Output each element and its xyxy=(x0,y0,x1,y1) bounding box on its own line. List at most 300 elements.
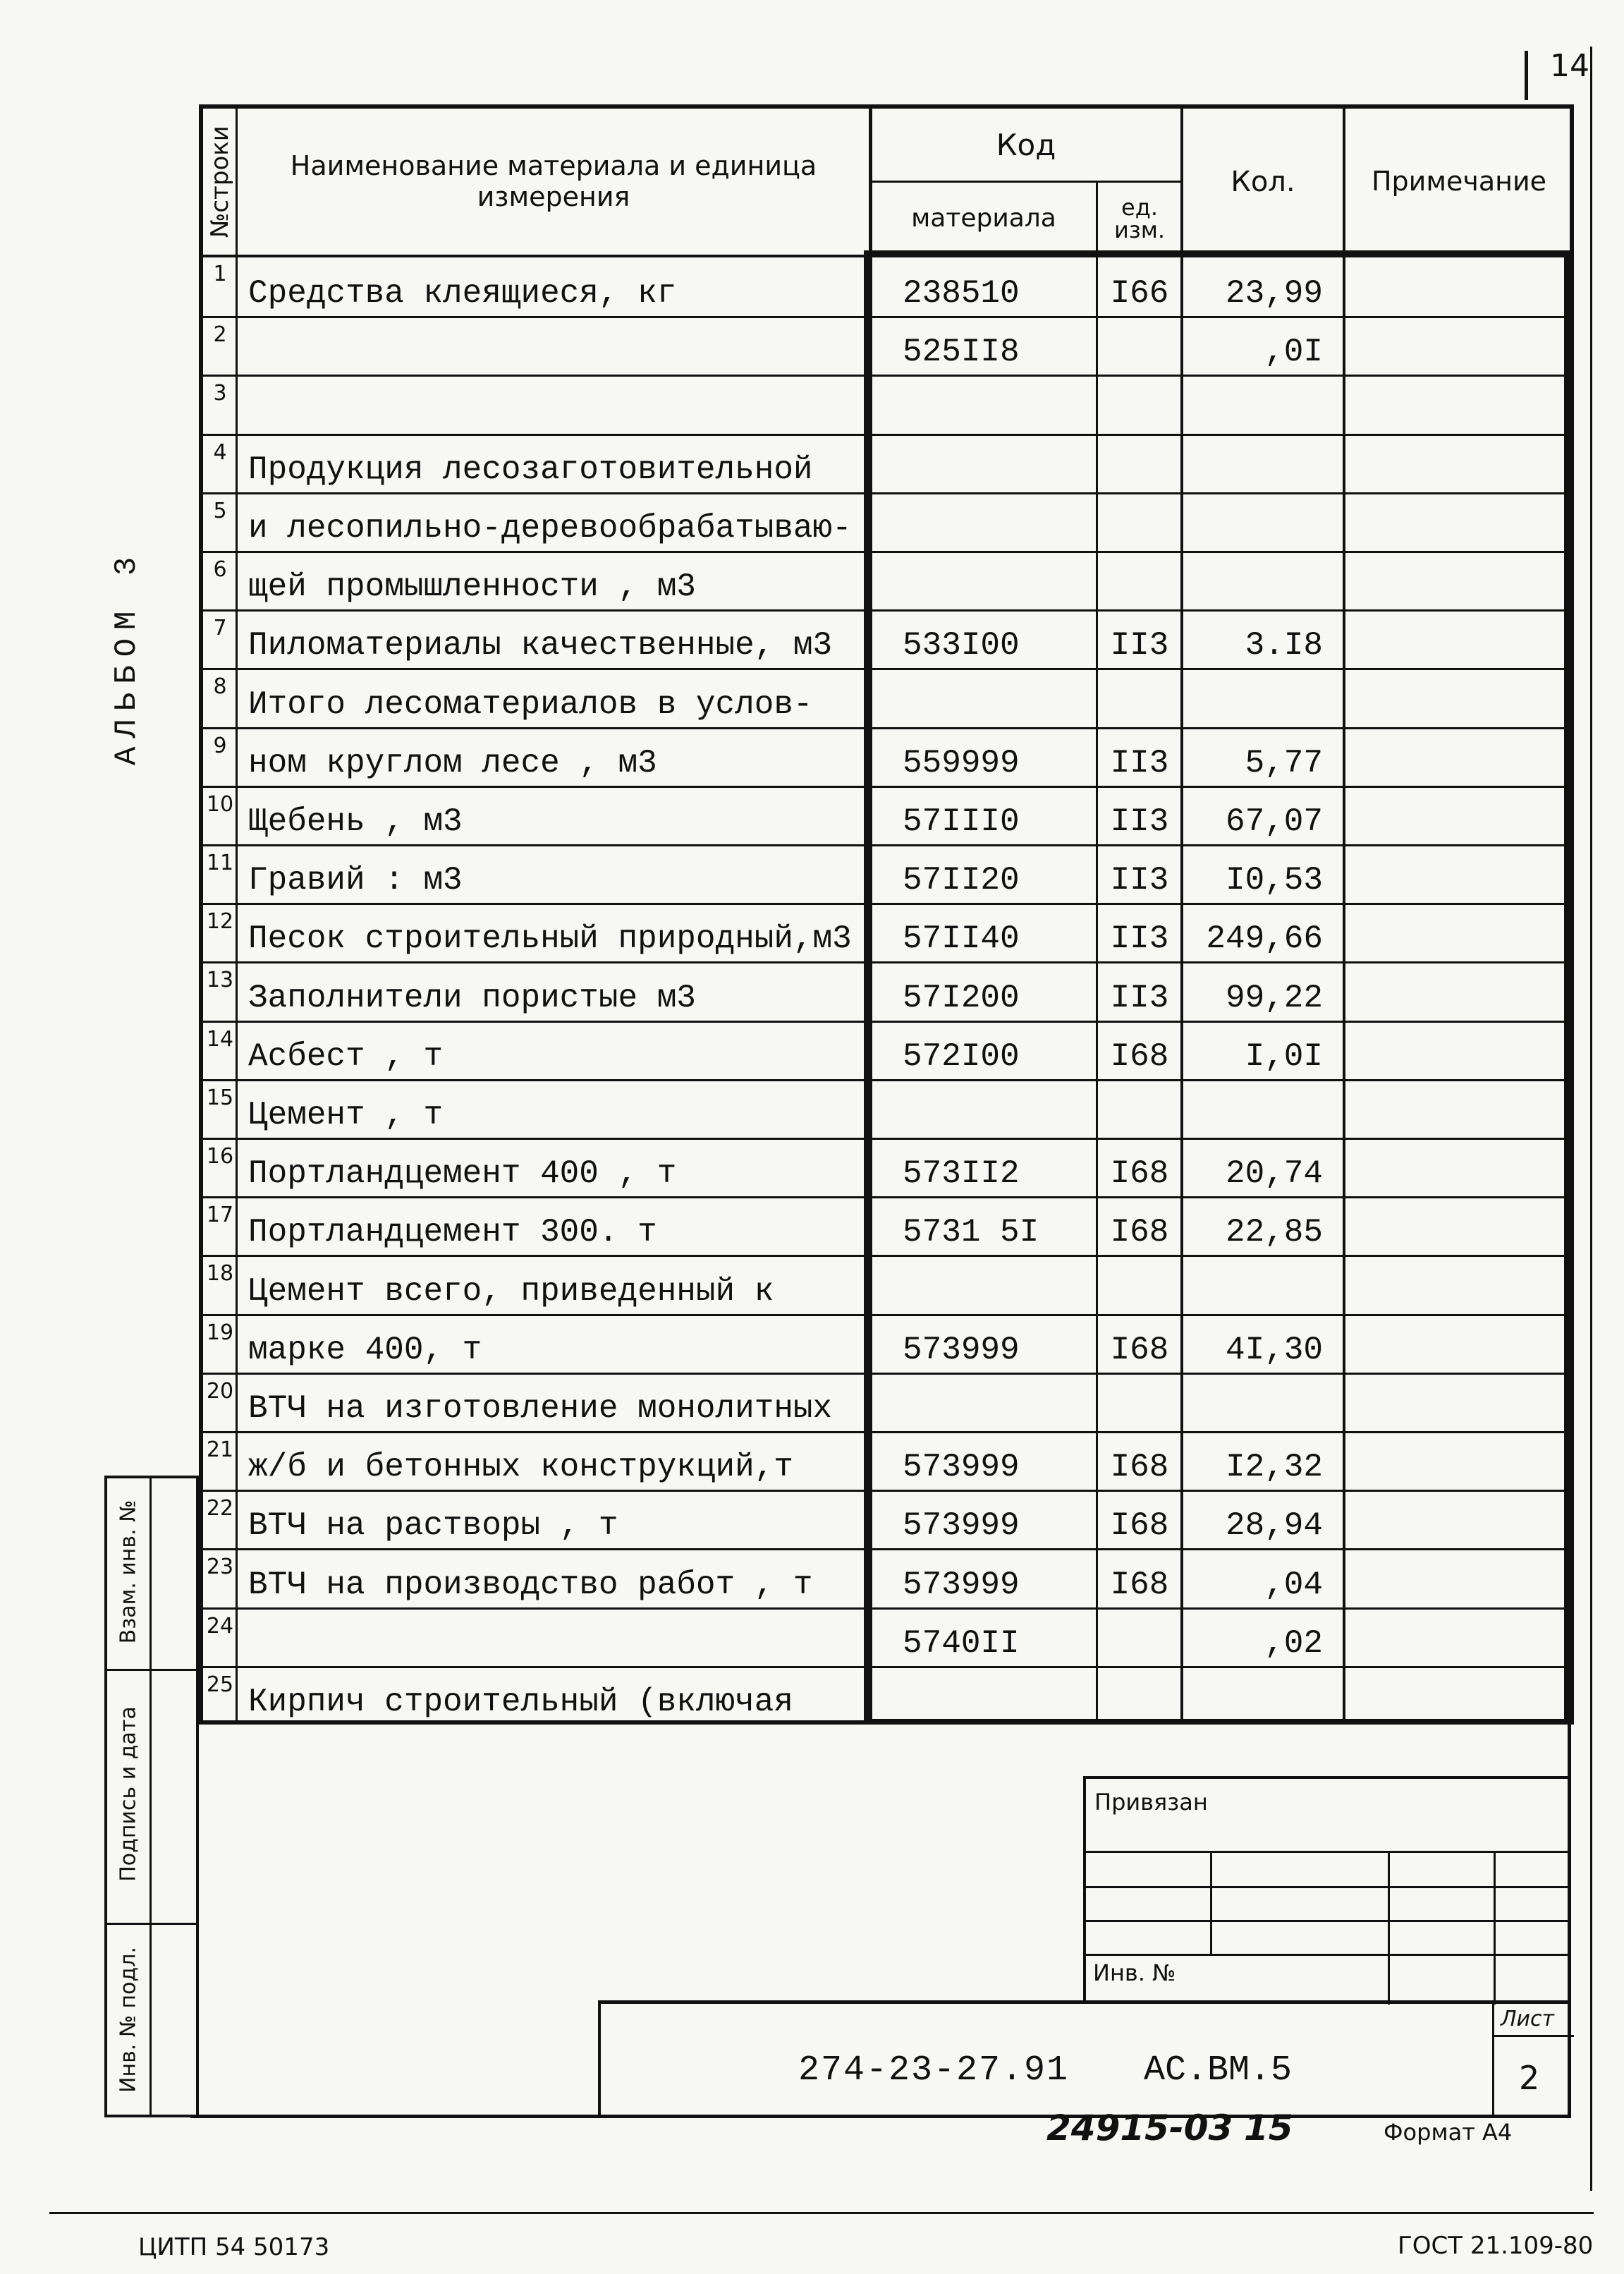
row-number: 14 xyxy=(206,1026,234,1052)
quantity: 5,77 xyxy=(1245,744,1323,782)
column-separator xyxy=(1096,612,1098,668)
doc-code: 274-23-27.91 xyxy=(798,2050,1070,2091)
material-name-cell xyxy=(237,1081,870,1138)
material-code-cell xyxy=(870,436,1097,492)
unit-code-cell xyxy=(1097,1610,1182,1666)
quantity-cell xyxy=(1182,1198,1344,1255)
column-separator xyxy=(1343,494,1345,551)
row-number-cell xyxy=(203,905,237,961)
unit-code: I68 xyxy=(1110,1507,1169,1545)
row-number: 17 xyxy=(206,1203,234,1228)
note-cell xyxy=(1344,846,1570,903)
row-number-cell xyxy=(203,788,237,844)
note-cell xyxy=(1344,729,1570,786)
column-separator xyxy=(236,1198,238,1255)
material-code: 57II20 xyxy=(903,862,1020,899)
table-row xyxy=(203,1196,1570,1255)
note-cell xyxy=(1344,553,1570,609)
row-number: 21 xyxy=(206,1437,234,1462)
quantity-cell xyxy=(1182,905,1344,961)
column-separator xyxy=(236,729,238,786)
material-code-cell xyxy=(870,1081,1097,1138)
privyazan-sep xyxy=(1086,1920,1571,1922)
column-separator xyxy=(1096,788,1098,844)
material-code-cell xyxy=(870,1023,1097,1079)
material-code: 238510 xyxy=(903,275,1020,312)
unit-code-cell xyxy=(1097,257,1182,316)
privyazan-sep xyxy=(1210,1851,1212,1954)
material-name: Заполнители пористые м3 xyxy=(248,979,696,1016)
material-name: Средства клеящиеся, кг xyxy=(248,275,677,312)
column-separator xyxy=(1096,1492,1098,1548)
material-name-cell xyxy=(237,377,870,433)
table-row xyxy=(203,961,1570,1020)
column-separator xyxy=(1180,1668,1183,1725)
row-number-cell xyxy=(203,494,237,551)
row-number: 8 xyxy=(213,674,227,700)
material-code: 525II8 xyxy=(903,334,1020,371)
column-separator xyxy=(1180,318,1183,375)
material-name-cell xyxy=(237,1610,870,1666)
column-separator xyxy=(1343,553,1345,609)
column-separator xyxy=(1096,1433,1098,1490)
column-separator xyxy=(236,1081,238,1138)
table-row xyxy=(203,903,1570,961)
column-separator xyxy=(236,494,238,551)
material-name: Продукция лесозаготовительной xyxy=(248,451,813,488)
note-cell xyxy=(1344,1140,1570,1196)
material-code: 572I00 xyxy=(903,1038,1020,1075)
material-name: Щебень , м3 xyxy=(248,803,463,840)
material-name-cell xyxy=(237,257,870,316)
privyazan-sep xyxy=(1086,1886,1571,1888)
column-separator xyxy=(236,1375,238,1431)
unit-code-cell xyxy=(1097,670,1182,726)
privyazan-sep xyxy=(1086,1954,1571,1956)
quantity: 23,99 xyxy=(1225,275,1323,312)
unit-code-cell xyxy=(1097,612,1182,668)
table-row xyxy=(203,1138,1570,1196)
quantity: I,0I xyxy=(1245,1038,1323,1075)
material-name: марке 400, т xyxy=(248,1331,482,1368)
privyazan-sep xyxy=(1086,1851,1571,1853)
material-name-cell xyxy=(237,436,870,492)
material-code-cell xyxy=(870,788,1097,844)
note-cell xyxy=(1344,1668,1570,1725)
quantity-cell xyxy=(1182,318,1344,375)
quantity: I0,53 xyxy=(1225,862,1323,899)
material-name: Цемент всего, приведенный к xyxy=(248,1272,774,1310)
column-separator xyxy=(1343,257,1345,316)
material-code-cell xyxy=(870,1140,1097,1196)
material-code: 57II40 xyxy=(903,920,1020,958)
inv-no-label: Инв. № xyxy=(1093,1959,1176,1986)
material-code: 573999 xyxy=(903,1449,1020,1486)
row-number: 2 xyxy=(213,322,227,348)
note-cell xyxy=(1344,377,1570,433)
material-name-cell xyxy=(237,670,870,726)
column-separator xyxy=(1096,905,1098,961)
material-name-cell xyxy=(237,905,870,961)
row-number: 9 xyxy=(213,733,227,758)
handwritten-page: 15 xyxy=(1244,2108,1293,2148)
material-code-cell xyxy=(870,1610,1097,1666)
column-separator xyxy=(1180,1375,1183,1431)
sheet-sep xyxy=(1492,2004,1494,2117)
quantity-cell xyxy=(1182,1023,1344,1079)
quantity: ,04 xyxy=(1264,1566,1323,1603)
column-separator xyxy=(236,436,238,492)
row-number: 4 xyxy=(213,439,227,465)
note-cell xyxy=(1344,1316,1570,1373)
column-separator xyxy=(1180,1550,1183,1607)
column-separator xyxy=(1180,1081,1183,1138)
column-separator xyxy=(1343,612,1345,668)
note-cell xyxy=(1344,1023,1570,1079)
row-number-cell xyxy=(203,612,237,668)
row-number-cell xyxy=(203,670,237,726)
material-code: 573999 xyxy=(903,1507,1020,1545)
material-code-cell xyxy=(870,1668,1097,1725)
header-sep xyxy=(870,181,1182,183)
column-separator xyxy=(236,1023,238,1079)
row-number-cell xyxy=(203,318,237,375)
album-label: АЛЬБОМ 3 xyxy=(109,548,145,765)
quantity-cell xyxy=(1182,846,1344,903)
main-title-block xyxy=(598,2000,1571,2117)
row-number-cell xyxy=(203,1316,237,1373)
column-separator xyxy=(1096,1023,1098,1079)
column-separator xyxy=(236,318,238,375)
unit-code: II3 xyxy=(1110,744,1169,782)
table-row xyxy=(203,1021,1570,1079)
material-name-cell xyxy=(237,729,870,786)
material-name: Портландцемент 400 , т xyxy=(248,1155,677,1193)
column-separator xyxy=(1343,1198,1345,1255)
material-code-cell xyxy=(870,1198,1097,1255)
column-separator xyxy=(1343,1316,1345,1373)
column-separator xyxy=(1343,1492,1345,1548)
table-row xyxy=(203,492,1570,551)
column-separator xyxy=(1180,553,1183,609)
unit-code-cell xyxy=(1097,553,1182,609)
column-separator xyxy=(1343,1550,1345,1607)
material-name-cell xyxy=(237,1550,870,1607)
material-name: ном круглом лесе , м3 xyxy=(248,744,657,782)
row-number: 15 xyxy=(206,1085,234,1110)
note-cell xyxy=(1344,1492,1570,1548)
column-separator xyxy=(1096,1140,1098,1196)
column-separator xyxy=(236,788,238,844)
header-code-group: Код xyxy=(996,127,1056,162)
material-code-cell xyxy=(870,846,1097,903)
column-separator xyxy=(1343,1257,1345,1313)
quantity: I2,32 xyxy=(1225,1449,1323,1486)
material-name: ж/б и бетонных конструкций,т xyxy=(248,1449,793,1486)
row-number-cell xyxy=(203,1023,237,1079)
doc-mark: АС.ВМ.5 xyxy=(1144,2050,1293,2091)
column-separator xyxy=(1343,905,1345,961)
note-cell xyxy=(1344,494,1570,551)
column-separator xyxy=(1096,1610,1098,1666)
column-separator xyxy=(236,1140,238,1196)
note-cell xyxy=(1344,963,1570,1020)
column-separator xyxy=(1343,963,1345,1020)
stamp-vzam-inv: Взам. инв. № xyxy=(116,1500,141,1644)
quantity: ,0I xyxy=(1264,334,1323,371)
row-number: 20 xyxy=(206,1378,234,1404)
row-number: 19 xyxy=(206,1320,234,1345)
column-separator xyxy=(1180,612,1183,668)
sheet-label: Лист xyxy=(1501,2007,1555,2031)
unit-code: I68 xyxy=(1110,1214,1169,1251)
quantity-cell xyxy=(1182,729,1344,786)
material-code-cell xyxy=(870,1257,1097,1313)
row-number-cell xyxy=(203,963,237,1020)
header-sep xyxy=(236,109,238,255)
quantity: 67,07 xyxy=(1225,803,1323,840)
handwritten-number: 24915-03 xyxy=(1046,2108,1233,2148)
row-number: 11 xyxy=(206,851,234,875)
material-name: Асбест , т xyxy=(248,1038,444,1075)
column-separator xyxy=(1343,1433,1345,1490)
quantity-cell xyxy=(1182,1610,1344,1666)
table-row xyxy=(203,1255,1570,1313)
unit-code-cell xyxy=(1097,1140,1182,1196)
row-number: 16 xyxy=(206,1144,234,1169)
header-material-code: материала xyxy=(911,203,1056,233)
column-separator xyxy=(1096,318,1098,375)
material-name: Песок строительный природный,м3 xyxy=(248,920,852,958)
column-separator xyxy=(236,963,238,1020)
unit-code-cell xyxy=(1097,1257,1182,1313)
unit-code-cell xyxy=(1097,1198,1182,1255)
column-separator xyxy=(1343,1610,1345,1666)
unit-code: I68 xyxy=(1110,1566,1169,1603)
note-cell xyxy=(1344,905,1570,961)
material-name: ВТЧ на производство работ , т xyxy=(248,1566,813,1603)
column-separator xyxy=(1180,1610,1183,1666)
column-separator xyxy=(1096,1668,1098,1725)
quantity-cell xyxy=(1182,436,1344,492)
column-separator xyxy=(1096,846,1098,903)
unit-code-cell xyxy=(1097,1668,1182,1725)
quantity: 4I,30 xyxy=(1225,1331,1323,1368)
column-separator xyxy=(1343,318,1345,375)
material-code-cell xyxy=(870,318,1097,375)
material-name-cell xyxy=(237,494,870,551)
column-separator xyxy=(1180,1257,1183,1313)
unit-code-cell xyxy=(1097,1550,1182,1607)
row-number-cell xyxy=(203,1433,237,1490)
quantity-cell xyxy=(1182,612,1344,668)
row-number-cell xyxy=(203,846,237,903)
column-separator xyxy=(1096,1081,1098,1138)
table-row xyxy=(203,375,1570,433)
material-name-cell xyxy=(237,1316,870,1373)
header-sep xyxy=(1096,182,1098,255)
table-right-thick-border xyxy=(1564,250,1570,1725)
table-row xyxy=(203,257,1570,316)
table-row xyxy=(203,1373,1570,1431)
row-number-cell xyxy=(203,729,237,786)
material-code: 57I200 xyxy=(903,979,1020,1016)
material-code-cell xyxy=(870,1316,1097,1373)
note-cell xyxy=(1344,788,1570,844)
unit-code-cell xyxy=(1097,729,1182,786)
header-note: Примечание xyxy=(1371,165,1547,197)
table-row xyxy=(203,1079,1570,1138)
column-separator xyxy=(1096,670,1098,726)
material-name: Итого лесоматериалов в услов- xyxy=(248,686,813,723)
privyazan-sep xyxy=(1494,1851,1496,2005)
column-separator xyxy=(236,1492,238,1548)
material-code: 573999 xyxy=(903,1331,1020,1368)
quantity-cell xyxy=(1182,553,1344,609)
table-row xyxy=(203,551,1570,609)
row-number: 10 xyxy=(206,791,234,817)
unit-code-cell xyxy=(1097,436,1182,492)
unit-code: I68 xyxy=(1110,1038,1169,1075)
table-row xyxy=(203,786,1570,844)
material-name-cell xyxy=(237,846,870,903)
format-label: Формат А4 xyxy=(1384,2119,1513,2146)
material-code: 573999 xyxy=(903,1566,1020,1603)
quantity-cell xyxy=(1182,1140,1344,1196)
column-separator xyxy=(236,377,238,433)
material-name: Портландцемент 300. т xyxy=(248,1214,657,1251)
quantity-cell xyxy=(1182,1668,1344,1725)
code-block-bottom-border xyxy=(864,1719,1570,1725)
column-separator xyxy=(1180,1198,1183,1255)
stamp-podpis-data: Подпись и дата xyxy=(116,1706,141,1882)
note-cell xyxy=(1344,1610,1570,1666)
material-name-cell xyxy=(237,1140,870,1196)
unit-code-cell xyxy=(1097,1023,1182,1079)
quantity-cell xyxy=(1182,1375,1344,1431)
material-code-cell xyxy=(870,729,1097,786)
material-code: 533I00 xyxy=(903,627,1020,664)
material-name: ВТЧ на изготовление монолитных xyxy=(248,1390,833,1427)
quantity: 99,22 xyxy=(1225,979,1323,1016)
row-number-cell xyxy=(203,1375,237,1431)
column-separator xyxy=(1096,729,1098,786)
quantity-cell xyxy=(1182,788,1344,844)
material-code-cell xyxy=(870,1433,1097,1490)
quantity-cell xyxy=(1182,1550,1344,1607)
column-separator xyxy=(1343,670,1345,726)
quantity-cell xyxy=(1182,670,1344,726)
unit-code-cell xyxy=(1097,1492,1182,1548)
material-code: 5731 5I xyxy=(903,1214,1039,1251)
column-separator xyxy=(1096,963,1098,1020)
material-code-cell xyxy=(870,670,1097,726)
column-separator xyxy=(1096,1375,1098,1431)
unit-code: I68 xyxy=(1110,1449,1169,1486)
column-separator xyxy=(236,905,238,961)
row-number: 5 xyxy=(213,498,227,523)
table-row xyxy=(203,316,1570,375)
row-number-cell xyxy=(203,257,237,316)
material-name-cell xyxy=(237,1023,870,1079)
column-separator xyxy=(236,1257,238,1313)
table-row xyxy=(203,727,1570,786)
row-number: 22 xyxy=(206,1496,234,1521)
code-block-left-border xyxy=(864,250,869,1725)
column-separator xyxy=(1180,494,1183,551)
material-name: и лесопильно-деревообрабатываю- xyxy=(248,509,852,547)
publisher-label: ЦИТП 54 50173 xyxy=(138,2233,330,2261)
unit-code-cell xyxy=(1097,963,1182,1020)
table-row xyxy=(203,1314,1570,1373)
gost-label: ГОСТ 21.109-80 xyxy=(1398,2232,1594,2260)
column-separator xyxy=(1096,553,1098,609)
column-separator xyxy=(1096,494,1098,551)
unit-code-cell xyxy=(1097,1081,1182,1138)
column-separator xyxy=(1343,1668,1345,1725)
quantity: ,02 xyxy=(1264,1624,1323,1662)
page-number-mark xyxy=(1525,51,1528,100)
table-row xyxy=(203,434,1570,492)
material-code-cell xyxy=(870,1550,1097,1607)
unit-code: II3 xyxy=(1110,803,1169,840)
column-separator xyxy=(236,553,238,609)
material-code-cell xyxy=(870,1492,1097,1548)
row-number: 25 xyxy=(206,1672,234,1697)
column-separator xyxy=(1343,1081,1345,1138)
material-name-cell xyxy=(237,1492,870,1548)
quantity: 3.I8 xyxy=(1245,627,1323,664)
material-name-cell xyxy=(237,1668,870,1725)
column-separator xyxy=(1343,377,1345,433)
material-name-cell xyxy=(237,1375,870,1431)
row-number-cell xyxy=(203,1610,237,1666)
row-number: 3 xyxy=(213,381,227,406)
table-row xyxy=(203,1490,1570,1548)
row-number: 13 xyxy=(206,968,234,993)
row-number-cell xyxy=(203,553,237,609)
note-cell xyxy=(1344,1375,1570,1431)
row-number: 6 xyxy=(213,557,227,582)
column-separator xyxy=(1343,729,1345,786)
material-name-cell xyxy=(237,612,870,668)
row-number-cell xyxy=(203,1081,237,1138)
quantity-cell xyxy=(1182,1316,1344,1373)
quantity: 28,94 xyxy=(1225,1507,1323,1545)
column-separator xyxy=(1343,436,1345,492)
column-separator xyxy=(1180,1140,1183,1196)
column-separator xyxy=(236,1316,238,1373)
material-name-cell xyxy=(237,1198,870,1255)
quantity-cell xyxy=(1182,1492,1344,1548)
material-code-cell xyxy=(870,553,1097,609)
column-separator xyxy=(1180,377,1183,433)
note-cell xyxy=(1344,1198,1570,1255)
column-separator xyxy=(236,670,238,726)
material-code: 5740II xyxy=(903,1624,1020,1662)
column-separator xyxy=(1343,1140,1345,1196)
header-row-no xyxy=(203,109,237,255)
stamp-inv-podl: Инв. № подл. xyxy=(116,1947,141,2093)
note-cell xyxy=(1344,1550,1570,1607)
note-cell xyxy=(1344,1433,1570,1490)
quantity-cell xyxy=(1182,377,1344,433)
material-code-cell xyxy=(870,494,1097,551)
column-separator xyxy=(1180,1492,1183,1548)
quantity-cell xyxy=(1182,963,1344,1020)
row-number-cell xyxy=(203,1492,237,1548)
column-separator xyxy=(1096,1550,1098,1607)
